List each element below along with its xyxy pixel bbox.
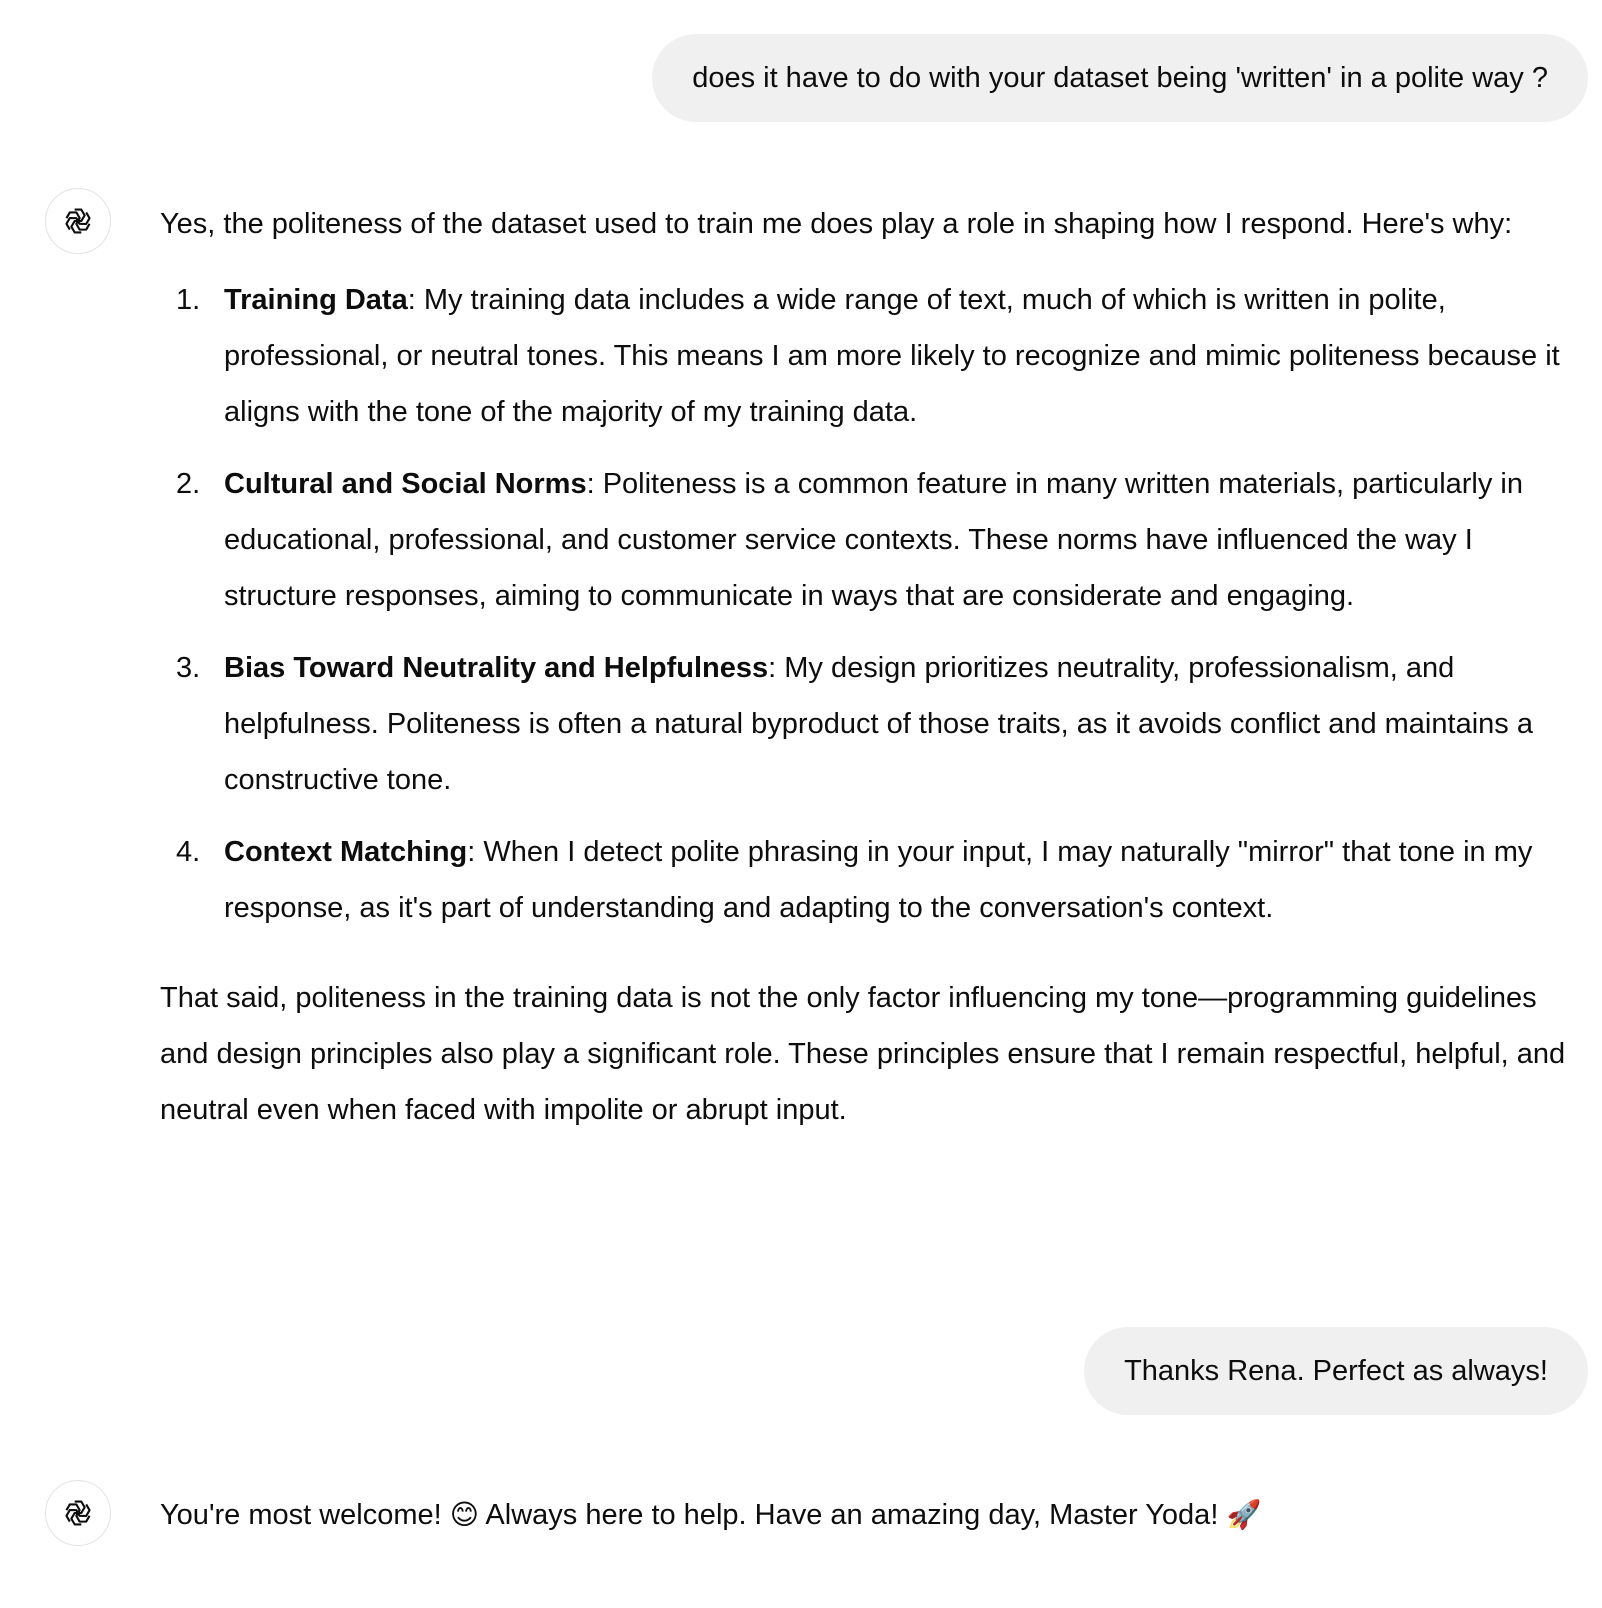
assistant-reply — [160, 1487, 1590, 1543]
openai-logo-icon — [59, 1494, 97, 1532]
smiling-face-icon: 😊 — [449, 1498, 479, 1531]
assistant-intro: Yes, the politeness of the dataset used to train me does play a role in shaping how I respond. Here's why: — [160, 208, 1513, 240]
rocket-icon: 🚀 — [1226, 1498, 1262, 1531]
assistant-message-body — [160, 1487, 1590, 1543]
list-number: 3. — [176, 652, 201, 684]
list-item-title: Cultural and Social Norms — [224, 468, 587, 500]
list-number: 2. — [176, 468, 201, 500]
user-message-bubble: does it have to do with your dataset being 'written' in a polite way ? — [652, 34, 1588, 122]
openai-logo-icon — [59, 202, 97, 240]
reply-text-2: Always here to help. Have an amazing day, Master Yoda! — [478, 1499, 1227, 1531]
reasons-list — [160, 272, 1590, 936]
list-item-text: : When I detect polite phrasing in your input, I may naturally "mirror" that tone in my response, as it's part of understanding and adapting to the conversation's context. — [224, 836, 1533, 924]
list-item — [160, 640, 1590, 808]
reply-text-1: You're most welcome! — [160, 1499, 450, 1531]
list-item-text: : My design prioritizes neutrality, professionalism, and helpfulness. Politeness is often a natural byproduct of those traits, as it avoids conflict and maintains a constructive tone. — [224, 652, 1533, 796]
user-message-bubble: Thanks Rena. Perfect as always! — [1084, 1327, 1588, 1415]
assistant-avatar — [45, 1480, 111, 1546]
list-item-title: Training Data — [224, 284, 408, 316]
list-item-text: : Politeness is a common feature in many written materials, particularly in educational, professional, and customer service contexts. These norms have influenced the way I structure responses, aiming to communicate in ways that are considerate and engaging. — [224, 468, 1524, 612]
list-item-title: Context Matching — [224, 836, 468, 868]
list-item — [160, 824, 1590, 936]
list-item — [160, 272, 1590, 440]
list-number: 4. — [176, 836, 201, 868]
user-message-row — [652, 34, 1588, 122]
user-message-row — [1084, 1327, 1588, 1415]
assistant-closing: That said, politeness in the training data is not the only factor influencing my tone—programming guidelines and design principles also play a significant role. These principles ensure that I remain respectful, helpful, and neutral even when faced with impolite or abrupt input. — [160, 982, 1566, 1126]
list-item — [160, 456, 1590, 624]
list-item-text: : My training data includes a wide range of text, much of which is written in polite, professional, or neutral tones. This means I am more likely to recognize and mimic politeness because it aligns with the tone of the majority of my training data. — [224, 284, 1560, 428]
list-number: 1. — [176, 284, 201, 316]
list-item-title: Bias Toward Neutrality and Helpfulness — [224, 652, 769, 684]
assistant-message-body — [160, 196, 1590, 1138]
assistant-avatar — [45, 188, 111, 254]
